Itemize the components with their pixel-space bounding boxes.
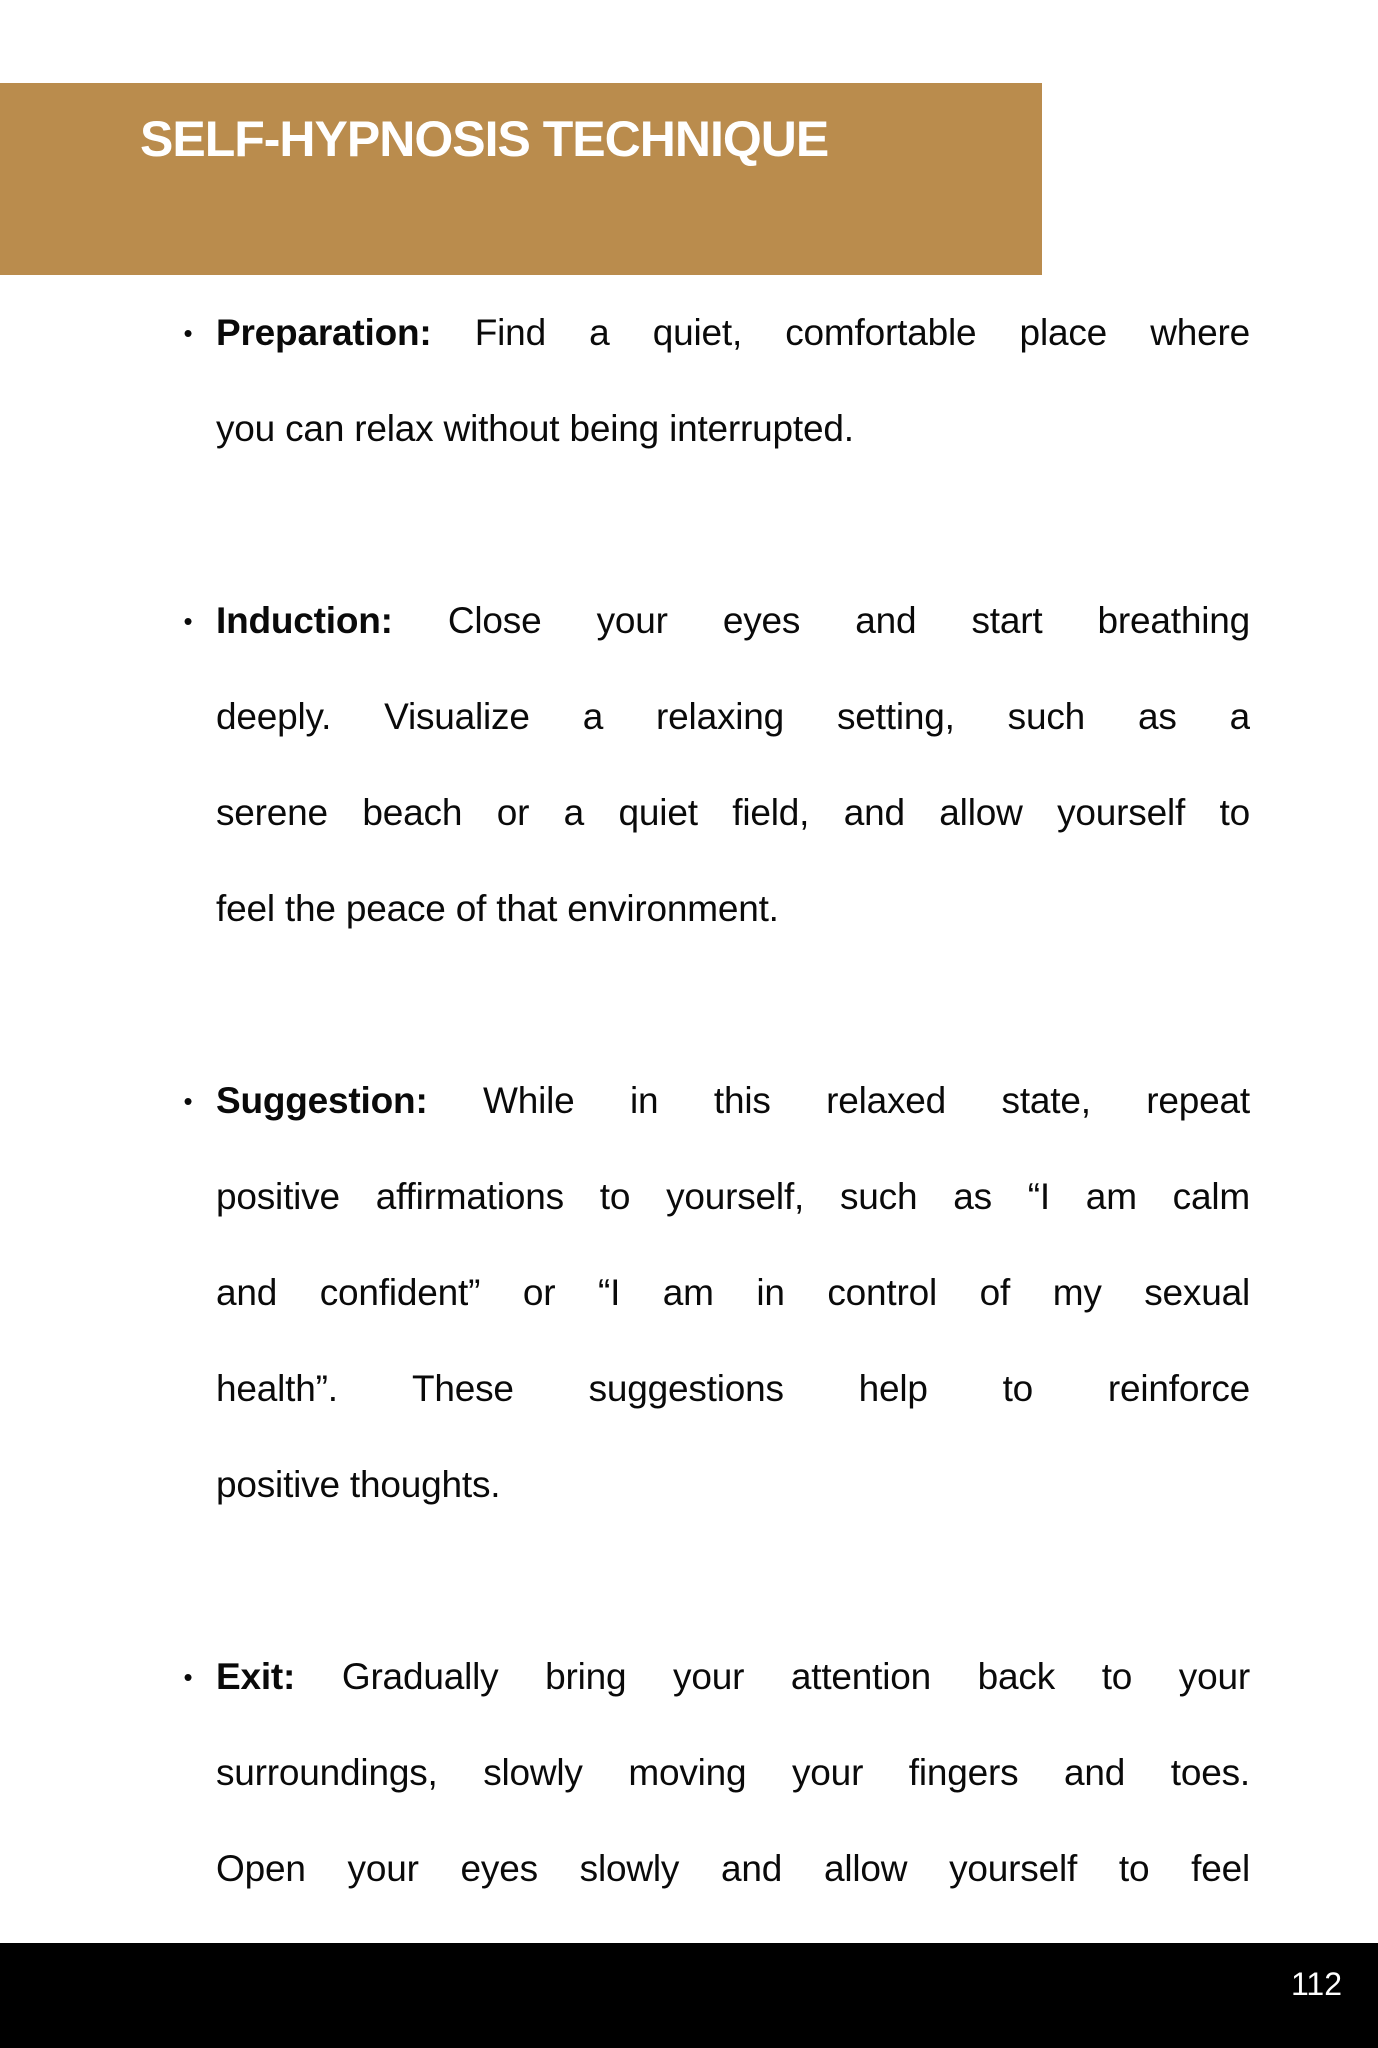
bullet-line xyxy=(216,1053,1250,1149)
bullet-label: Suggestion: xyxy=(216,1080,428,1121)
bullet-line xyxy=(216,573,1250,669)
bullet-line: surroundings, slowly moving your fingers and toes. xyxy=(216,1752,1250,1793)
bullet-icon: • xyxy=(183,606,193,636)
bullet-item-induction xyxy=(183,573,1250,957)
bullet-label: Induction: xyxy=(216,600,393,641)
page-title: SELF-HYPNOSIS TECHNIQUE xyxy=(140,111,829,167)
bullet-item-preparation xyxy=(183,285,1250,477)
bullet-list xyxy=(183,285,1250,1917)
bullet-text: Close your eyes and start breathing xyxy=(447,600,1250,641)
bullet-icon: • xyxy=(183,1086,193,1116)
bullet-icon: • xyxy=(183,318,193,348)
bullet-line: Open your eyes slowly and allow yourself to feel xyxy=(216,1848,1250,1889)
bullet-line: positive thoughts. xyxy=(216,1464,501,1505)
title-banner xyxy=(0,83,1042,275)
bullet-line xyxy=(216,285,1250,381)
bullet-text: While in this relaxed state, repeat xyxy=(483,1080,1250,1121)
bullet-label: Preparation: xyxy=(216,312,432,353)
bullet-label: Exit: xyxy=(216,1656,296,1697)
bullet-item-exit xyxy=(183,1629,1250,1917)
bullet-line: feel the peace of that environment. xyxy=(216,888,779,929)
bullet-text: Find a quiet, comfortable place where xyxy=(474,312,1250,353)
bullet-line: positive affirmations to yourself, such as “I am calm xyxy=(216,1176,1250,1217)
bullet-line: you can relax without being interrupted. xyxy=(216,408,854,449)
bullet-line xyxy=(216,1629,1250,1725)
bullet-line: and confident” or “I am in control of my sexual xyxy=(216,1272,1250,1313)
page-number: 112 xyxy=(1290,1966,1342,2002)
bullet-line: serene beach or a quiet field, and allow yourself to xyxy=(216,792,1250,833)
bullet-icon: • xyxy=(183,1662,193,1692)
bullet-line: health”. These suggestions help to reinforce xyxy=(216,1368,1250,1409)
bullet-line: deeply. Visualize a relaxing setting, such as a xyxy=(216,696,1250,737)
footer-bar xyxy=(0,1943,1378,2048)
bullet-text: Gradually bring your attention back to your xyxy=(341,1656,1250,1697)
bullet-item-suggestion xyxy=(183,1053,1250,1533)
